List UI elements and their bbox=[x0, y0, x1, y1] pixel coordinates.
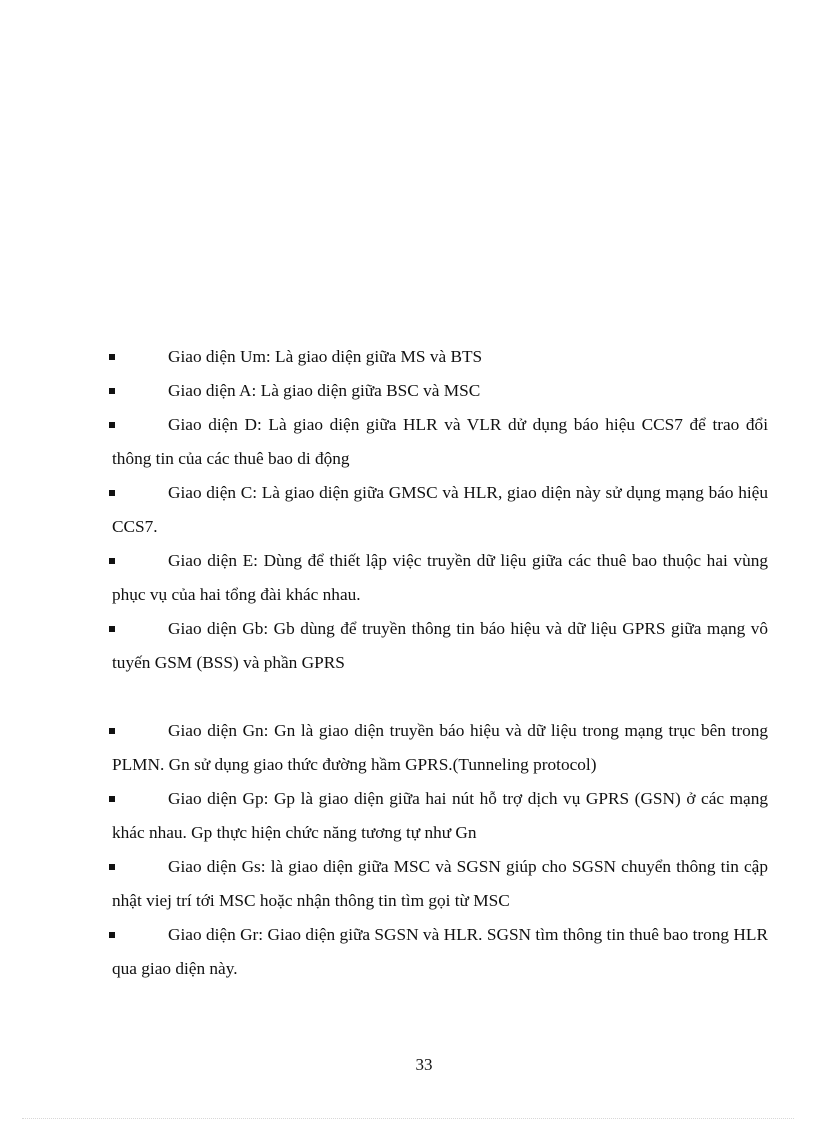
square-bullet-icon bbox=[109, 612, 115, 646]
square-bullet-icon bbox=[109, 714, 115, 748]
list-item-text: Giao diện Gr: Giao diện giữa SGSN và HLR. SGSN tìm thông tin thuê bao trong HLR qua giao diện này. bbox=[112, 925, 768, 978]
square-bullet-icon bbox=[109, 408, 115, 442]
list-item-gn bbox=[112, 714, 768, 782]
list-item-a bbox=[112, 374, 768, 408]
list-item-e bbox=[112, 544, 768, 612]
page-number: 33 bbox=[415, 1055, 433, 1074]
list-item-um bbox=[112, 340, 768, 374]
list-item-c bbox=[112, 476, 768, 544]
square-bullet-icon bbox=[109, 782, 115, 816]
footer-divider bbox=[22, 1118, 794, 1119]
square-bullet-icon bbox=[109, 544, 115, 578]
square-bullet-icon bbox=[109, 850, 115, 884]
list-item-text: Giao diện Gs: là giao diện giữa MSC và SGSN giúp cho SGSN chuyển thông tin cập nhật viej trí tới MSC hoặc nhận thông tin tìm gọi từ MSC bbox=[112, 857, 768, 910]
list-item-gs bbox=[112, 850, 768, 918]
list-item-gr bbox=[112, 918, 768, 986]
list-item-gp bbox=[112, 782, 768, 850]
interface-bullet-list bbox=[112, 340, 768, 986]
list-item-text: Giao diện C: Là giao diện giữa GMSC và HLR, giao diện này sử dụng mạng báo hiệu CCS7. bbox=[112, 483, 768, 536]
square-bullet-icon bbox=[109, 374, 115, 408]
list-item-text: Giao diện Gp: Gp là giao diện giữa hai nút hỗ trợ dịch vụ GPRS (GSN) ở các mạng khác nhau. Gp thực hiện chức năng tương tự như Gn bbox=[112, 789, 768, 842]
list-item-text: Giao diện A: Là giao diện giữa BSC và MSC bbox=[168, 381, 481, 400]
square-bullet-icon bbox=[109, 918, 115, 952]
square-bullet-icon bbox=[109, 340, 115, 374]
list-item-text: Giao diện Um: Là giao diện giữa MS và BTS bbox=[168, 347, 483, 366]
list-item-text: Giao diện Gn: Gn là giao diện truyền báo hiệu và dữ liệu trong mạng trục bên trong PLMN. Gn sử dụng giao thức đường hầm GPRS.(Tunneling protocol) bbox=[112, 721, 768, 774]
list-item-text: Giao diện D: Là giao diện giữa HLR và VLR dử dụng báo hiệu CCS7 để trao đổi thông tin của các thuê bao di động bbox=[112, 415, 768, 468]
list-item-text: Giao diện Gb: Gb dùng để truyền thông tin báo hiệu và dữ liệu GPRS giữa mạng vô tuyến GSM (BSS) và phần GPRS bbox=[112, 619, 768, 672]
list-item-d bbox=[112, 408, 768, 476]
list-item-text: Giao diện E: Dùng để thiết lập việc truyền dữ liệu giữa các thuê bao thuộc hai vùng phục vụ của hai tổng đài khác nhau. bbox=[112, 551, 768, 604]
list-item-gb bbox=[112, 612, 768, 680]
square-bullet-icon bbox=[109, 476, 115, 510]
